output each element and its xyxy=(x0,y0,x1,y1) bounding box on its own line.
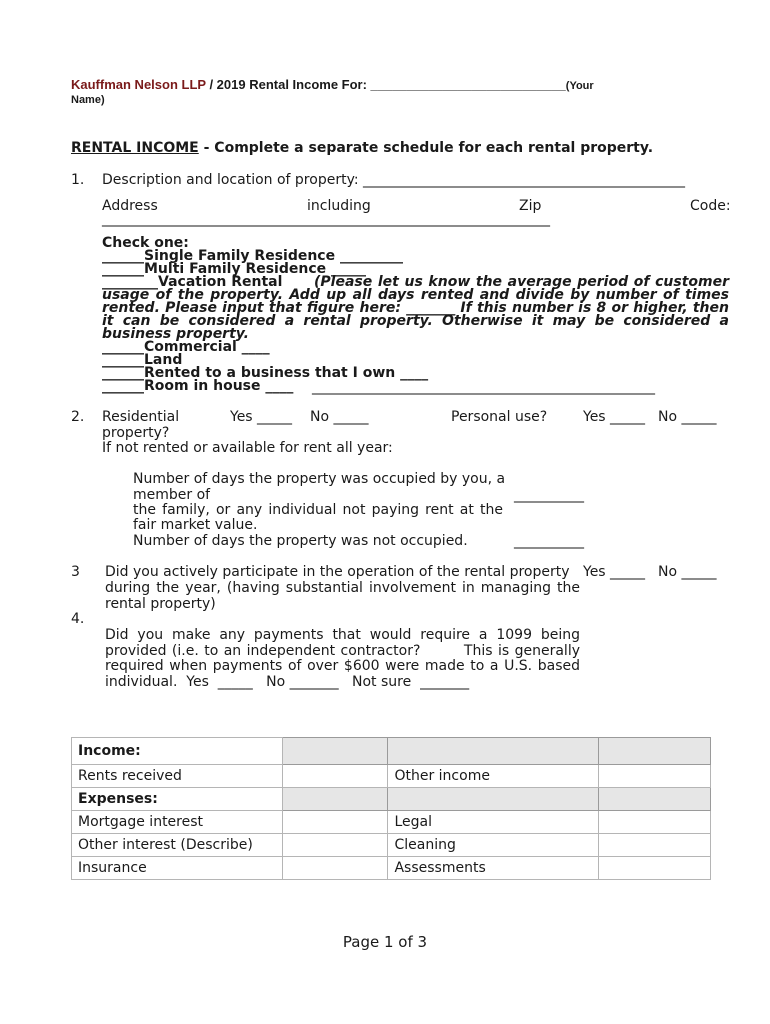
shaded-cell xyxy=(282,788,388,811)
name-label: Name) xyxy=(71,94,105,106)
table-row xyxy=(72,857,711,880)
page-number: Page 1 of 3 xyxy=(342,933,428,951)
section-heading-rest: - Complete a separate schedule for each rental property. xyxy=(198,140,654,156)
occupied-line-2: member of xyxy=(133,487,211,503)
q1-address-line[interactable]: ________________________________________________________________ xyxy=(102,211,550,227)
table-row xyxy=(72,834,711,857)
q3-number: 3 xyxy=(71,564,80,580)
income-heading: Income: xyxy=(72,738,283,765)
firm-name: Kauffman Nelson LLP xyxy=(71,77,206,92)
vacation-note-line-2: usage of the property. Add up all days rented and divide by number of times xyxy=(102,287,729,303)
q1-description-line[interactable]: Description and location of property: ______________________________________________ xyxy=(102,172,685,188)
days-occupied-blank[interactable]: __________ xyxy=(514,487,584,503)
expenses-heading: Expenses: xyxy=(72,788,283,811)
shaded-cell xyxy=(388,738,599,765)
q4-number: 4. xyxy=(71,611,85,627)
vacation-note-line-1: (Please let us know the average period of customer xyxy=(314,274,729,290)
q1-zip-word: Zip xyxy=(519,198,542,214)
occupied-line-3: the family, or any individual not paying rent at the xyxy=(133,502,503,518)
room-in-house-line[interactable]: _________________________________________________ xyxy=(312,379,655,395)
vacation-note-line-4: it can be considered a rental property. Otherwise it may be considered a xyxy=(102,313,729,329)
q2-residential-label: Residential xyxy=(102,409,180,425)
q3-no[interactable]: No _____ xyxy=(658,564,717,580)
q3-line-1: Did you actively participate in the operation of the rental property xyxy=(105,564,570,580)
check-one-label: Check one: xyxy=(102,235,189,251)
cleaning-label: Cleaning xyxy=(388,834,599,857)
rents-received-label: Rents received xyxy=(72,765,283,788)
option-land[interactable]: ______Land xyxy=(102,352,183,368)
section-heading xyxy=(71,140,653,156)
shaded-cell xyxy=(388,788,599,811)
other-interest-amount[interactable] xyxy=(282,834,388,857)
occupied-line-1: Number of days the property was occupied by you, a xyxy=(133,471,506,487)
q4-line-1: Did you make any payments that would require a 1099 being xyxy=(105,627,580,643)
schedule-title: / 2019 Rental Income For: ___________________________ xyxy=(205,77,566,92)
q1-address-word: Address xyxy=(102,198,158,214)
table-row xyxy=(72,788,711,811)
q2-residential-no[interactable]: No _____ xyxy=(310,409,369,425)
insurance-amount[interactable] xyxy=(282,857,388,880)
mortgage-interest-label: Mortgage interest xyxy=(72,811,283,834)
mortgage-interest-amount[interactable] xyxy=(282,811,388,834)
table-row xyxy=(72,765,711,788)
vacation-note-line-3[interactable]: rented. Please input that figure here: _______ If this number is 8 or higher, then xyxy=(102,300,729,316)
q3-line-3: rental property) xyxy=(105,596,216,612)
shaded-cell xyxy=(282,738,388,765)
q1-code-word: Code: xyxy=(690,198,731,214)
q3-yes[interactable]: Yes _____ xyxy=(583,564,646,580)
rents-received-amount[interactable] xyxy=(282,765,388,788)
income-expense-table xyxy=(71,737,711,880)
insurance-label: Insurance xyxy=(72,857,283,880)
other-income-label: Other income xyxy=(388,765,599,788)
not-occupied-label: Number of days the property was not occupied. xyxy=(133,533,468,549)
q1-including-word: including xyxy=(307,198,371,214)
q2-personal-use-label: Personal use? xyxy=(451,409,548,425)
section-heading-underlined: RENTAL INCOME xyxy=(71,140,199,156)
header-title-line xyxy=(71,77,594,92)
q2-personal-no[interactable]: No _____ xyxy=(658,409,717,425)
q2-property-label: property? xyxy=(102,425,170,441)
q2-personal-yes[interactable]: Yes _____ xyxy=(583,409,646,425)
option-room-in-house[interactable]: ______Room in house ____ xyxy=(102,378,294,394)
q2-number: 2. xyxy=(71,409,85,425)
q2-not-rented-label: If not rented or available for rent all year: xyxy=(102,440,393,456)
table-row xyxy=(72,738,711,765)
q4-line-3: required when payments of over $600 were made to a U.S. based xyxy=(105,658,580,674)
option-vacation-rental[interactable]: ________Vacation Rental xyxy=(102,274,283,290)
days-not-occupied-blank[interactable]: __________ xyxy=(514,533,584,549)
legal-label: Legal xyxy=(388,811,599,834)
other-income-amount[interactable] xyxy=(599,765,711,788)
occupied-line-4: fair market value. xyxy=(133,517,258,533)
shaded-cell xyxy=(599,738,711,765)
shaded-cell xyxy=(599,788,711,811)
q1-number: 1. xyxy=(71,172,85,188)
q3-line-2: during the year, (having substantial involvement in managing the xyxy=(105,580,580,596)
legal-amount[interactable] xyxy=(599,811,711,834)
assessments-label: Assessments xyxy=(388,857,599,880)
assessments-amount[interactable] xyxy=(599,857,711,880)
q4-line-2: provided (i.e. to an independent contractor? This is generally xyxy=(105,643,580,659)
table-row xyxy=(72,811,711,834)
option-multi-family[interactable]: ______Multi Family Residence _____ xyxy=(102,261,366,277)
your-label: (Your xyxy=(565,80,594,92)
option-commercial[interactable]: ______Commercial ____ xyxy=(102,339,270,355)
option-single-family[interactable]: ______Single Family Residence _________ xyxy=(102,248,403,264)
cleaning-amount[interactable] xyxy=(599,834,711,857)
q4-line-4[interactable]: individual. Yes _____ No _______ Not sure _______ xyxy=(105,674,470,690)
option-rented-to-business[interactable]: ______Rented to a business that I own ____ xyxy=(102,365,429,381)
q2-residential-yes[interactable]: Yes _____ xyxy=(230,409,293,425)
other-interest-label: Other interest (Describe) xyxy=(72,834,283,857)
vacation-note-line-5: business property. xyxy=(102,326,249,342)
